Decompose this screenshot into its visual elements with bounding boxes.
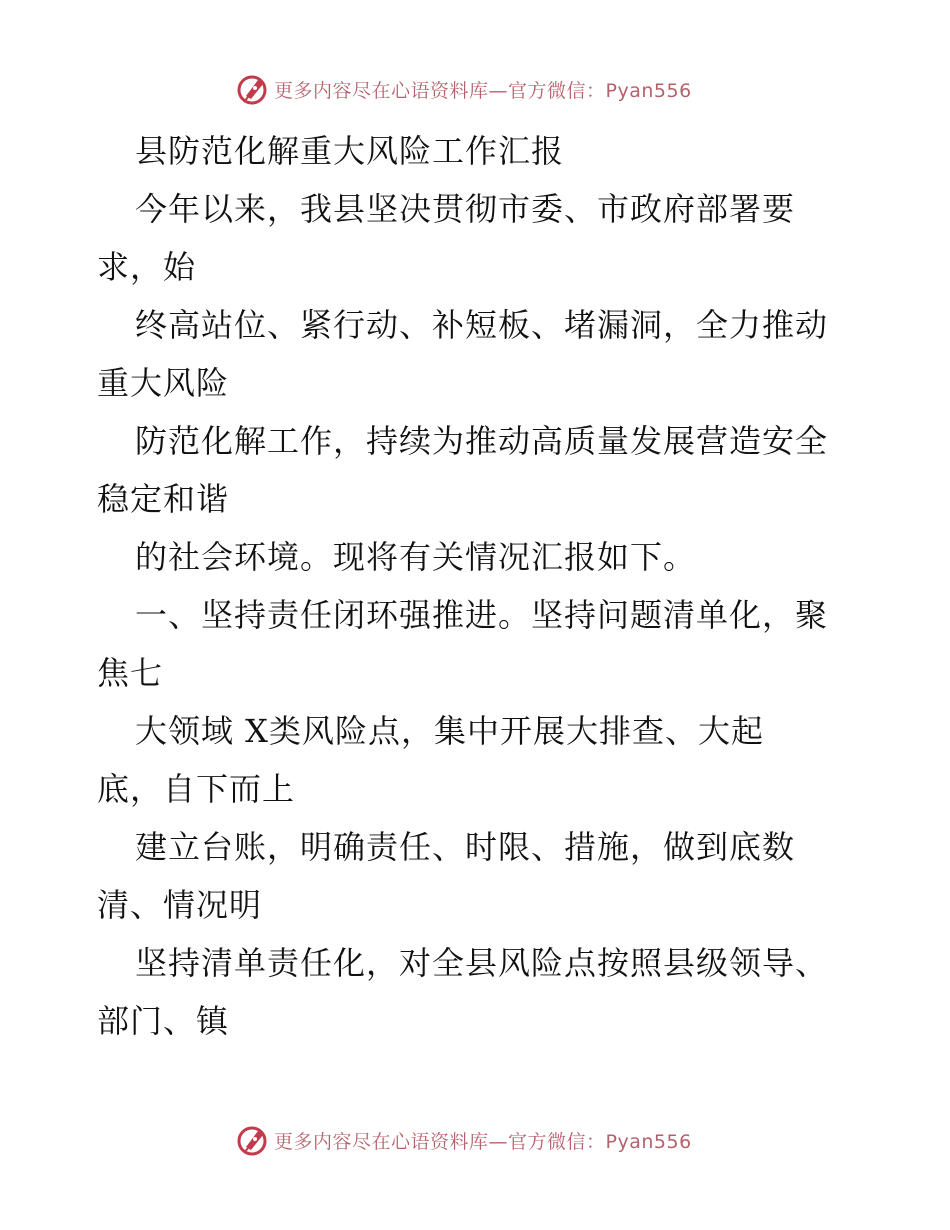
document-body xyxy=(97,122,867,1050)
paragraph-line: 稳定和谐 xyxy=(97,480,230,518)
header-watermark xyxy=(236,71,692,107)
paragraph-line: 终高站位、紧行动、补短板、堵漏洞，全力推动 xyxy=(135,306,829,344)
document-title: 县防范化解重大风险工作汇报 xyxy=(135,132,565,170)
paragraph-line: 的社会环境。现将有关情况汇报如下。 xyxy=(135,538,697,576)
watermark-text: 更多内容尽在心语资料库—官方微信：Pyan556 xyxy=(274,1130,692,1153)
section-heading-line: 一、坚持责任闭环强推进。坚持问题清单化，聚 xyxy=(135,596,829,634)
paragraph-line: 今年以来，我县坚决贯彻市委、市政府部署要 xyxy=(135,190,796,228)
paragraph-line: 清、情况明 xyxy=(97,886,263,924)
paragraph-line: 防范化解工作，持续为推动高质量发展营造安全 xyxy=(135,422,829,460)
paragraph-line: 焦七 xyxy=(97,654,164,692)
pen-nib-logo-icon xyxy=(236,1123,270,1157)
paragraph-line: 底，自下而上 xyxy=(97,770,296,808)
paragraph-line: 重大风险 xyxy=(97,364,230,402)
pen-nib-logo-icon xyxy=(236,72,270,106)
paragraph-line: 建立台账，明确责任、时限、措施，做到底数 xyxy=(135,828,796,866)
paragraph-line: 部门、镇 xyxy=(97,1002,230,1040)
paragraph-line: 坚持清单责任化，对全县风险点按照县级领导、 xyxy=(135,944,829,982)
paragraph-line: 求，始 xyxy=(97,248,197,286)
watermark-text: 更多内容尽在心语资料库—官方微信：Pyan556 xyxy=(274,79,692,102)
footer-watermark xyxy=(236,1122,692,1158)
paragraph-line: 大领域 X类风险点，集中开展大排查、大起 xyxy=(135,712,764,750)
